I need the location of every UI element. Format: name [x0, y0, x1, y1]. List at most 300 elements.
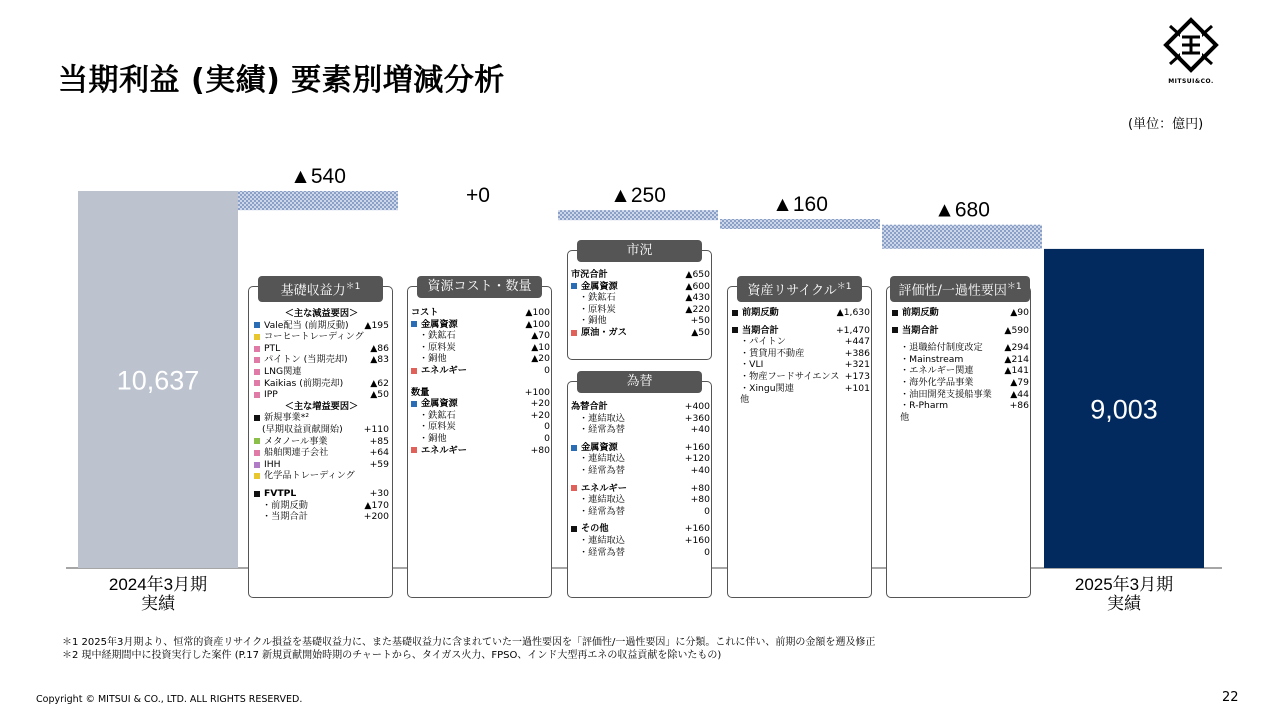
panel-recycle-row-label [732, 359, 763, 371]
legend-square-icon [411, 368, 417, 374]
panel-kawase-row [571, 535, 710, 547]
panel-kiso [248, 286, 393, 598]
panel-shikyo-row [571, 315, 710, 327]
panel-kiso-row [254, 308, 389, 320]
panel-hyoka-row [892, 307, 1029, 319]
footnotes [62, 636, 875, 662]
panel-shikyo-row-value: ▲600 [685, 280, 710, 292]
panel-kawase-row [571, 453, 710, 465]
panel-kiso-row-text: 化学品トレーディング [264, 470, 355, 482]
panel-recycle-row-value: +1,470 [835, 324, 870, 336]
panel-kiso-row-text: (早期収益貢献開始) [262, 423, 343, 435]
panel-kawase-row-text: ・連結取込 [579, 453, 625, 465]
panel-shigen-row [411, 410, 550, 422]
panel-kawase-row-value: +80 [690, 494, 710, 506]
panel-recycle-row-label [732, 371, 840, 383]
bar-step-5-value-label: ▲680 [934, 198, 990, 222]
legend-square-icon [254, 450, 260, 456]
panel-kawase-row-label [571, 424, 625, 436]
panel-kiso-rows [254, 308, 389, 523]
panel-shigen-row-value: ▲20 [531, 353, 550, 365]
panel-kiso-row-text: PTL [264, 342, 281, 354]
panel-hyoka-row-text: 当期合計 [902, 324, 939, 336]
panel-kiso-row-value: +59 [369, 458, 389, 470]
panel-shigen-row-text: ・原料炭 [419, 341, 456, 353]
panel-recycle-row-text: 前期反動 [742, 307, 779, 318]
panel-kiso-row-text: Kaikias (前期売却) [264, 377, 344, 389]
panel-hyoka-row-label [892, 342, 983, 354]
panel-kiso-row-label [285, 401, 359, 413]
legend-square-icon [892, 327, 898, 333]
legend-square-icon [571, 330, 577, 336]
panel-kawase-row-label [571, 506, 625, 518]
panel-kawase-row-label [571, 494, 625, 506]
panel-hyoka-row-value: ▲294 [1004, 342, 1029, 354]
legend-square-icon [892, 310, 898, 316]
panel-shigen-row-label [411, 353, 447, 365]
panel-recycle [727, 286, 872, 598]
panel-shikyo-row-value: ▲650 [685, 269, 710, 280]
bar-step-1-value-label: ▲540 [290, 165, 346, 188]
bar-step-3 [558, 210, 718, 220]
panel-hyoka-row-label [892, 412, 909, 424]
panel-shikyo-row-text: ・銅他 [579, 315, 607, 327]
panel-kiso-row-value: +200 [363, 511, 389, 523]
panel-shigen-row [411, 445, 550, 457]
panel-shikyo-row-text: 市況合計 [571, 269, 608, 280]
panel-kiso-row-text: FVTPL [264, 487, 297, 499]
legend-square-icon [571, 445, 577, 451]
panel-shigen-row-text: 金属資源 [421, 398, 458, 410]
panel-recycle-row-text: ・パイトン [740, 336, 786, 348]
panel-kiso-row-label [254, 470, 355, 482]
panel-recycle-row [732, 383, 870, 395]
panel-shigen-row [411, 365, 550, 377]
panel-kiso-row-label [254, 320, 349, 332]
legend-square-icon [254, 473, 260, 479]
bar-step-4 [720, 219, 880, 229]
panel-hyoka-row-text: ・退職給付制度改定 [900, 342, 983, 354]
panel-shikyo-row-text: ・鉄鉱石 [579, 292, 616, 304]
panel-kiso-row-label [254, 488, 296, 500]
panel-kawase-row-value: +360 [684, 412, 710, 424]
panel-kiso-row-value: ▲83 [370, 354, 389, 366]
panel-hyoka-row-text: 前期反動 [902, 307, 939, 318]
panel-shikyo-row-value: ▲50 [691, 326, 710, 338]
panel-hyoka-row-text: ・エネルギー関連 [900, 365, 974, 377]
panel-shigen-row-value: ▲10 [531, 341, 550, 353]
panel-shikyo-row [571, 292, 710, 304]
end-label [1044, 575, 1204, 613]
panel-shikyo-row [571, 281, 710, 293]
page-number: 22 [1222, 690, 1239, 705]
panel-kiso-row [254, 470, 389, 482]
panel-recycle-row [732, 359, 870, 371]
panel-kawase-row [571, 523, 710, 535]
panel-shigen-row-label [411, 330, 456, 342]
panel-kiso-row-text: Vale配当 (前期反動) [264, 319, 349, 331]
panel-shikyo-rows [571, 269, 710, 339]
page-title: 当期利益 (実績) 要素別増減分析 [58, 63, 505, 98]
panel-kiso-row-value: +85 [369, 435, 389, 447]
panel-kiso-row-text: LNG関連 [264, 365, 302, 377]
panel-kawase-row-value: +120 [684, 453, 710, 465]
panel-kawase-row [571, 442, 710, 454]
panel-hyoka-row-text: ・Mainstream [900, 353, 964, 365]
panel-hyoka-row [892, 354, 1029, 366]
panel-shikyo-title-text: 市況 [626, 243, 653, 258]
panel-kawase-row-label [571, 535, 625, 547]
panel-shigen-row-value: 0 [544, 364, 550, 376]
panel-kawase-row [571, 483, 710, 495]
legend-square-icon [571, 526, 577, 532]
panel-shigen-row [411, 307, 550, 319]
panel-kiso-row-label [285, 308, 359, 320]
panel-recycle-row-value: +321 [844, 359, 870, 371]
panel-shikyo-row-label [571, 292, 616, 304]
panel-recycle-row-value: ▲1,630 [836, 307, 870, 318]
panel-shikyo-row-text: ・原料炭 [579, 303, 616, 315]
panel-kawase-row-text: ・経常為替 [579, 505, 625, 517]
panel-shigen-row-text: コスト [411, 307, 439, 318]
panel-shigen-row-text: エネルギー [421, 444, 467, 456]
legend-square-icon [254, 392, 260, 398]
panel-kawase-row [571, 547, 710, 559]
panel-hyoka-row-value: ▲141 [1004, 365, 1029, 377]
legend-square-icon [254, 415, 260, 421]
panel-kawase-row-label [571, 483, 627, 495]
panel-recycle-row-value: +447 [844, 336, 870, 348]
panel-kiso-row-value: ▲62 [370, 377, 389, 389]
panel-recycle-title-sup: ＊1 [836, 282, 852, 292]
panel-recycle-title-text: 資産リサイクル [747, 283, 837, 299]
bar-end-value-label: 9,003 [1090, 394, 1158, 425]
panel-recycle-row-label [732, 336, 786, 348]
panel-hyoka-row-label [892, 365, 974, 377]
panel-kiso-row-label [254, 378, 343, 390]
panel-kiso-row-value: +110 [363, 423, 389, 435]
panel-hyoka-row-text: 他 [900, 411, 910, 423]
panel-kiso-title-text: 基礎収益力 [280, 283, 346, 299]
panel-kiso-row-label [254, 412, 309, 424]
panel-shigen-row-value: ▲70 [531, 330, 550, 342]
legend-square-icon [254, 357, 260, 363]
panel-shigen-row [411, 387, 550, 399]
panel-hyoka-row [892, 389, 1029, 401]
panel-shigen-row-text: ・鉄鉱石 [419, 409, 456, 421]
panel-kiso-row [254, 436, 389, 448]
panel-shikyo-row [571, 304, 710, 316]
panel-kiso-row-text: ・当期合計 [262, 511, 308, 523]
panel-shigen-row [411, 353, 550, 365]
panel-kiso-row-label [254, 354, 348, 366]
bar-step-3-value-label: ▲250 [610, 184, 666, 208]
panel-hyoka-row-text: ・海外化学品事業 [900, 376, 974, 388]
panel-kawase-rows [571, 401, 710, 558]
panel-kiso-title-sup: ＊1 [345, 282, 361, 292]
panel-kiso-row [254, 378, 389, 390]
panel-shikyo-row-label [571, 269, 608, 281]
panel-hyoka-row-value: ▲44 [1010, 388, 1029, 400]
bar-step-5 [882, 225, 1042, 249]
panel-shigen-row-label [411, 342, 456, 354]
panel-hyoka-row-value: ▲590 [1004, 324, 1029, 336]
panel-shikyo-row-label [571, 281, 618, 293]
panel-shigen-row-label [411, 410, 456, 422]
panel-shikyo-row-text: 金属資源 [581, 280, 618, 292]
panel-kawase-row-text: ・連結取込 [579, 412, 625, 424]
panel-shigen-row-value: +20 [530, 409, 550, 421]
panel-shigen-row-value: ▲100 [525, 307, 550, 318]
panel-recycle-row-value: +386 [844, 347, 870, 359]
panel-kiso-row [254, 320, 389, 332]
legend-square-icon [411, 401, 417, 407]
panel-recycle-row-value: +173 [844, 370, 870, 382]
legend-square-icon [571, 283, 577, 289]
panel-shigen-row-value: +20 [530, 398, 550, 410]
panel-recycle-row [732, 394, 870, 406]
panel-kiso-row-value: ▲86 [370, 342, 389, 354]
panel-hyoka-row-text: ・油田開発支援船事業 [900, 388, 992, 400]
panel-kiso-row-label [254, 424, 343, 436]
panel-kiso-row-text: IHH [264, 458, 281, 470]
panel-kawase-row [571, 401, 710, 413]
panel-kiso-row-text: IPP [264, 389, 278, 401]
panel-recycle-row [732, 307, 870, 319]
legend-square-icon [254, 334, 260, 340]
panel-recycle-row-text: ・賃貸用不動産 [740, 347, 805, 359]
panel-kiso-title [258, 276, 383, 302]
panel-hyoka-title-sup: ＊1 [1006, 282, 1022, 292]
panel-kiso-row-value: +30 [369, 487, 389, 499]
panel-hyoka-row [892, 400, 1029, 412]
panel-kawase-row [571, 424, 710, 436]
panel-shigen-rows [411, 307, 550, 456]
panel-hyoka-row-label [892, 400, 948, 412]
panel-hyoka-row [892, 325, 1029, 337]
panel-kawase-row-value: +40 [690, 464, 710, 476]
panel-hyoka-row-label [892, 389, 992, 401]
panel-kiso-row-text: パイトン (当期売却) [264, 354, 348, 366]
panel-kawase-row [571, 506, 710, 518]
panel-shigen-row [411, 377, 550, 387]
panel-kiso-row-label [254, 436, 328, 448]
panel-hyoka-rows [892, 307, 1029, 423]
panel-kawase-title-text: 為替 [626, 374, 653, 389]
panel-shigen-row-label [411, 307, 439, 319]
panel-shigen-row-value: 0 [544, 432, 550, 444]
panel-shigen-title-text: 資源コスト・数量 [427, 279, 532, 294]
bar-step-1 [238, 191, 398, 210]
panel-kawase-row-value: 0 [704, 505, 710, 517]
panel-shigen-row [411, 433, 550, 445]
panel-shikyo-row-value: ▲430 [685, 292, 710, 304]
panel-kawase-row-value: +160 [684, 523, 710, 535]
panel-kawase-row-text: その他 [581, 523, 609, 535]
panel-shigen-row-text: ・銅他 [419, 353, 447, 365]
panel-shikyo-title [577, 240, 702, 262]
panel-recycle-row-label [732, 383, 794, 395]
panel-kiso-row-text: コーヒートレーディング [264, 331, 364, 343]
panel-shikyo-row-value: +50 [690, 315, 710, 327]
panel-kawase-row-value: +160 [684, 534, 710, 546]
logo-text: MITSUI&CO. [1168, 78, 1214, 85]
legend-square-icon [411, 447, 417, 453]
panel-kiso-row-text: 新規事業*² [264, 412, 310, 424]
panel-recycle-rows [732, 307, 870, 406]
panel-recycle-row-text: ・物産フードサイエンス [740, 370, 840, 382]
panel-hyoka-row-label [892, 307, 939, 319]
panel-shikyo-row-label [571, 327, 627, 339]
panel-recycle-row [732, 348, 870, 360]
panel-kiso-row-label [254, 389, 278, 401]
panel-kiso-row-label [254, 447, 328, 459]
panel-hyoka-row [892, 365, 1029, 377]
end-label-line2: 実績 [1107, 594, 1141, 613]
panel-kawase-row-value: +160 [684, 441, 710, 453]
legend-square-icon [254, 322, 260, 328]
copyright: Copyright © MITSUI & CO., LTD. ALL RIGHTS RESERVED. [36, 694, 303, 705]
panel-kawase-row-label [571, 413, 625, 425]
panel-hyoka-row-label [892, 354, 963, 366]
panel-kiso-row-value: +64 [369, 447, 389, 459]
panel-recycle-row [732, 336, 870, 348]
legend-square-icon [571, 485, 577, 491]
panel-kawase-row-label [571, 547, 625, 559]
panel-shikyo-row-value: ▲220 [685, 303, 710, 315]
legend-square-icon [254, 346, 260, 352]
panel-kawase-row-label [571, 453, 625, 465]
panel-kiso-row-value: ▲50 [370, 389, 389, 401]
panel-kawase-row-value: +40 [690, 424, 710, 436]
panel-recycle-row-text: 当期合計 [742, 324, 779, 336]
panel-kawase-row [571, 413, 710, 425]
panel-shigen-title [417, 276, 542, 298]
panel-shikyo-row [571, 327, 710, 339]
panel-kiso-row-value: ▲195 [364, 319, 389, 331]
panel-shigen-row-label [411, 387, 429, 399]
panel-kiso-row [254, 459, 389, 471]
panel-kawase-row-text: ・経常為替 [579, 424, 625, 436]
panel-shigen-row [411, 398, 550, 410]
panel-hyoka-title [890, 276, 1030, 302]
panel-kiso-row-label [254, 511, 308, 523]
panel-shigen-row [411, 342, 550, 354]
panel-hyoka-row [892, 412, 1029, 424]
panel-kawase-row-label [571, 465, 625, 477]
panel-kiso-row [254, 354, 389, 366]
panel-kawase-row-value: 0 [704, 546, 710, 558]
panel-recycle-row-label [732, 307, 779, 319]
legend-square-icon [732, 310, 738, 316]
panel-kiso-row-text: ＜主な増益要因＞ [284, 400, 359, 412]
panel-kiso-row [254, 447, 389, 459]
legend-square-icon [411, 321, 417, 327]
unit-label: (単位：億円) [1128, 117, 1204, 132]
panel-kawase-row-text: ・経常為替 [579, 464, 625, 476]
legend-square-icon [254, 369, 260, 375]
legend-square-icon [254, 491, 260, 497]
panel-kawase-row-label [571, 401, 608, 413]
panel-kawase-row-label [571, 523, 609, 535]
panel-kawase-row-value: +80 [690, 482, 710, 494]
panel-kawase-row-text: ・経常為替 [579, 546, 625, 558]
panel-shigen-row-value: +100 [524, 386, 550, 398]
panel-kiso-row [254, 389, 389, 401]
panel-kiso-row-text: メタノール事業 [264, 435, 328, 447]
legend-square-icon [254, 462, 260, 468]
panel-shigen-row-text: エネルギー [421, 364, 467, 376]
panel-shigen-row-value: +80 [530, 444, 550, 456]
panel-kawase-row-text: ・連結取込 [579, 534, 625, 546]
panel-hyoka-row-value: ▲79 [1010, 376, 1029, 388]
panel-shikyo-row-text: 原油・ガス [581, 326, 627, 338]
panel-shigen-row-label [411, 445, 467, 457]
panel-hyoka-row-value: ▲90 [1010, 307, 1029, 318]
panel-shigen-row-text: ・鉄鉱石 [419, 330, 456, 342]
panel-hyoka-row-label [892, 325, 939, 337]
panel-kawase-row-value: +400 [684, 401, 710, 412]
panel-kawase-row [571, 494, 710, 506]
panel-shigen-row-text: 数量 [411, 386, 430, 398]
legend-square-icon [254, 438, 260, 444]
panel-kiso-row-value: ▲170 [364, 499, 389, 511]
panel-kiso-row [254, 366, 389, 378]
panel-recycle-row [732, 371, 870, 383]
panel-shigen-row-label [411, 433, 447, 445]
panel-shigen-row [411, 421, 550, 433]
legend-square-icon [254, 380, 260, 386]
panel-shigen-row-label [411, 398, 458, 410]
panel-recycle-row-value: +101 [844, 382, 870, 394]
panel-hyoka-title-text: 評価性/一過性要因 [898, 283, 1007, 299]
panel-shigen-row-label [411, 365, 467, 377]
bar-step-2-value-label: +0 [466, 184, 490, 208]
panel-hyoka-row [892, 377, 1029, 389]
panel-kawase-row-text: 金属資源 [581, 441, 618, 453]
panel-kiso-row-label [254, 500, 308, 512]
panel-recycle-row-label [732, 325, 779, 337]
end-label-line1: 2025年3月期 [1074, 575, 1174, 594]
panel-recycle-row-text: ・Xingu関連 [740, 382, 794, 394]
bar-step-4-value-label: ▲160 [772, 192, 828, 216]
panel-shikyo-row-label [571, 315, 607, 327]
bar-start-value-label: 10,637 [116, 365, 200, 396]
panel-recycle-row-label [732, 348, 804, 360]
panel-shigen-row-text: ・原料炭 [419, 421, 456, 433]
panel-hyoka-row-value: +86 [1009, 400, 1029, 412]
panel-shikyo [567, 250, 712, 360]
panel-kawase-title [577, 371, 702, 393]
panel-kawase-row-text: 為替合計 [571, 401, 608, 412]
panel-kiso-row [254, 401, 389, 413]
footnote-2: ＊2 現中経期間中に投資実行した案件 (P.17 新規貢献開始時期のチャートから、タイガス火力、FPSO、インド大型再エネの収益貢献を除いたもの) [62, 650, 722, 661]
panel-recycle-title [737, 276, 862, 302]
panel-recycle-row-text: ・VLI [740, 359, 764, 371]
panel-kiso-row [254, 511, 389, 523]
panel-shigen-row [411, 319, 550, 331]
panel-hyoka-row-value: ▲214 [1004, 353, 1029, 365]
panel-shigen-row-value: ▲100 [525, 318, 550, 330]
footnote-1: ＊1 2025年3月期より、恒常的資産リサイクル損益を基礎収益力に、また基礎収益力に含まれていた一過性要因を「評価性/一過性要因」に分類。これに伴い、前期の金額を遡及修正 [62, 637, 876, 648]
panel-shikyo-row-label [571, 304, 616, 316]
panel-shigen-row-text: ・銅他 [419, 432, 447, 444]
panel-kiso-row [254, 424, 389, 436]
panel-kiso-row [254, 331, 389, 343]
panel-kiso-row-label [254, 331, 364, 343]
panel-shikyo-row [571, 269, 710, 281]
panel-shigen [407, 286, 552, 598]
